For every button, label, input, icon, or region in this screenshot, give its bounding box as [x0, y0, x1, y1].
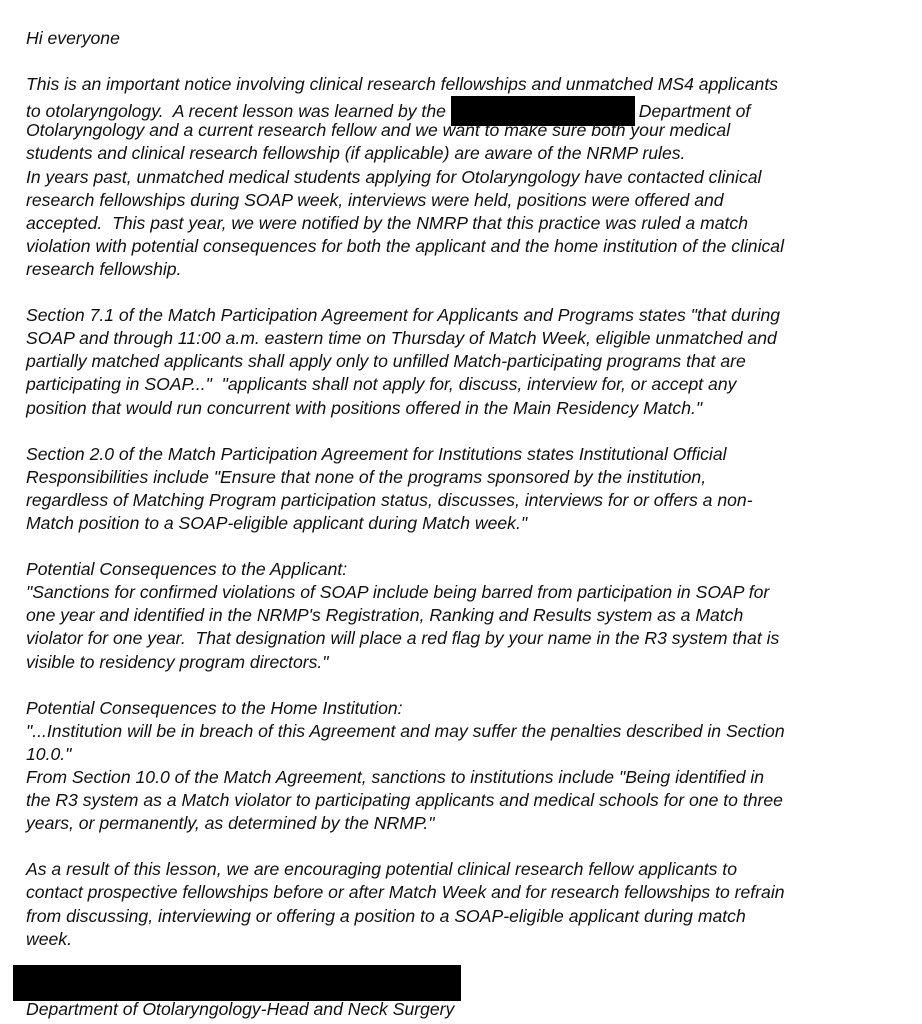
- section-line: from discussing, interviewing or offering a position to a SOAP-eligible applicant during match: [26, 905, 746, 926]
- section-line: week.: [26, 928, 72, 949]
- section-heading: Potential Consequences to the Applicant:: [26, 559, 348, 580]
- section-line: partially matched applicants shall apply only to unfilled Match-participating programs that are: [26, 351, 746, 372]
- paragraph-spacer: [26, 674, 906, 697]
- notice-line: In years past, unmatched medical students applying for Otolaryngology have contacted clinical: [26, 166, 762, 187]
- section-line: contact prospective fellowships before or after Match Week and for research fellowships to refrain: [26, 882, 785, 903]
- notice-line: students and clinical research fellowship (if applicable) are aware of the NRMP rules.: [26, 143, 686, 164]
- section-7-1-paragraph: [26, 304, 906, 419]
- paragraph-spacer: [26, 50, 906, 73]
- notice-line-end: Department of: [638, 101, 751, 122]
- institution-consequences-paragraph: [26, 697, 906, 836]
- applicant-consequences-paragraph: [26, 558, 906, 673]
- notice-line-with-redaction: [26, 96, 906, 122]
- paragraph-spacer: [26, 835, 906, 858]
- section-line: the R3 system as a Match violator to participating applicants and medical schools for one to three: [26, 790, 783, 811]
- notice-line-start: to otolaryngology. A recent lesson was learned by the: [26, 101, 446, 122]
- section-line: Section 7.1 of the Match Participation Agreement for Applicants and Programs states "that during: [26, 305, 781, 326]
- section-line: "Sanctions for confirmed violations of SOAP include being barred from participation in SOAP for: [26, 582, 770, 603]
- conclusion-paragraph: [26, 858, 906, 950]
- section-line: Match position to a SOAP-eligible applicant during Match week.": [26, 512, 528, 533]
- section-heading: Potential Consequences to the Home Institution:: [26, 697, 403, 718]
- paragraph-spacer: [26, 535, 906, 558]
- section-line: "...Institution will be in breach of this Agreement and may suffer the penalties described in Section: [26, 720, 785, 741]
- section-line: SOAP and through 11:00 a.m. eastern time on Thursday of Match Week, eligible unmatched and: [26, 328, 777, 349]
- email-body: [26, 27, 906, 951]
- notice-line: violation with potential consequences for both the applicant and the home institution of the clinical: [26, 235, 784, 256]
- section-line: Responsibilities include "Ensure that none of the programs sponsored by the institution,: [26, 466, 707, 487]
- section-line: 10.0.": [26, 743, 72, 764]
- section-line: As a result of this lesson, we are encouraging potential clinical research fellow applicants to: [26, 859, 737, 880]
- notice-line: accepted. This past year, we were notified by the NMRP that this practice was ruled a match: [26, 212, 749, 233]
- section-line: participating in SOAP..." "applicants shall not apply for, discuss, interview for, or accept any: [26, 374, 737, 395]
- notice-line: research fellowships during SOAP week, interviews were held, positions were offered and: [26, 189, 724, 210]
- signature-department: Department of Otolaryngology-Head and Neck Surgery: [26, 999, 455, 1019]
- section-line: violator for one year. That designation will place a red flag by your name in the R3 system that is: [26, 628, 780, 649]
- section-line: From Section 10.0 of the Match Agreement, sanctions to institutions include "Being identified in: [26, 767, 765, 787]
- section-line: visible to residency program directors.": [26, 651, 329, 672]
- section-line: years, or permanently, as determined by the NRMP.": [26, 813, 435, 834]
- section-line: one year and identified in the NRMP's Registration, Ranking and Results system as a Match: [26, 605, 744, 626]
- notice-line: This is an important notice involving clinical research fellowships and unmatched MS4 applicants: [26, 74, 779, 95]
- section-line: regardless of Matching Program participation status, discusses, interviews for or offers a non-: [26, 489, 753, 510]
- notice-line: research fellowship.: [26, 258, 182, 279]
- paragraph-spacer: [26, 420, 906, 443]
- redacted-sender-name: [13, 965, 461, 1001]
- paragraph-spacer: [26, 281, 906, 304]
- notice-paragraph: [26, 73, 906, 281]
- notice-line: Otolaryngology and a current research fellow and we want to make sure both your medical: [26, 120, 731, 141]
- section-line: position that would run concurrent with positions offered in the Main Residency Match.": [26, 397, 703, 418]
- section-2-0-paragraph: [26, 443, 906, 535]
- greeting: Hi everyone: [26, 28, 120, 48]
- section-line: Section 2.0 of the Match Participation Agreement for Institutions states Institutional Official: [26, 443, 727, 464]
